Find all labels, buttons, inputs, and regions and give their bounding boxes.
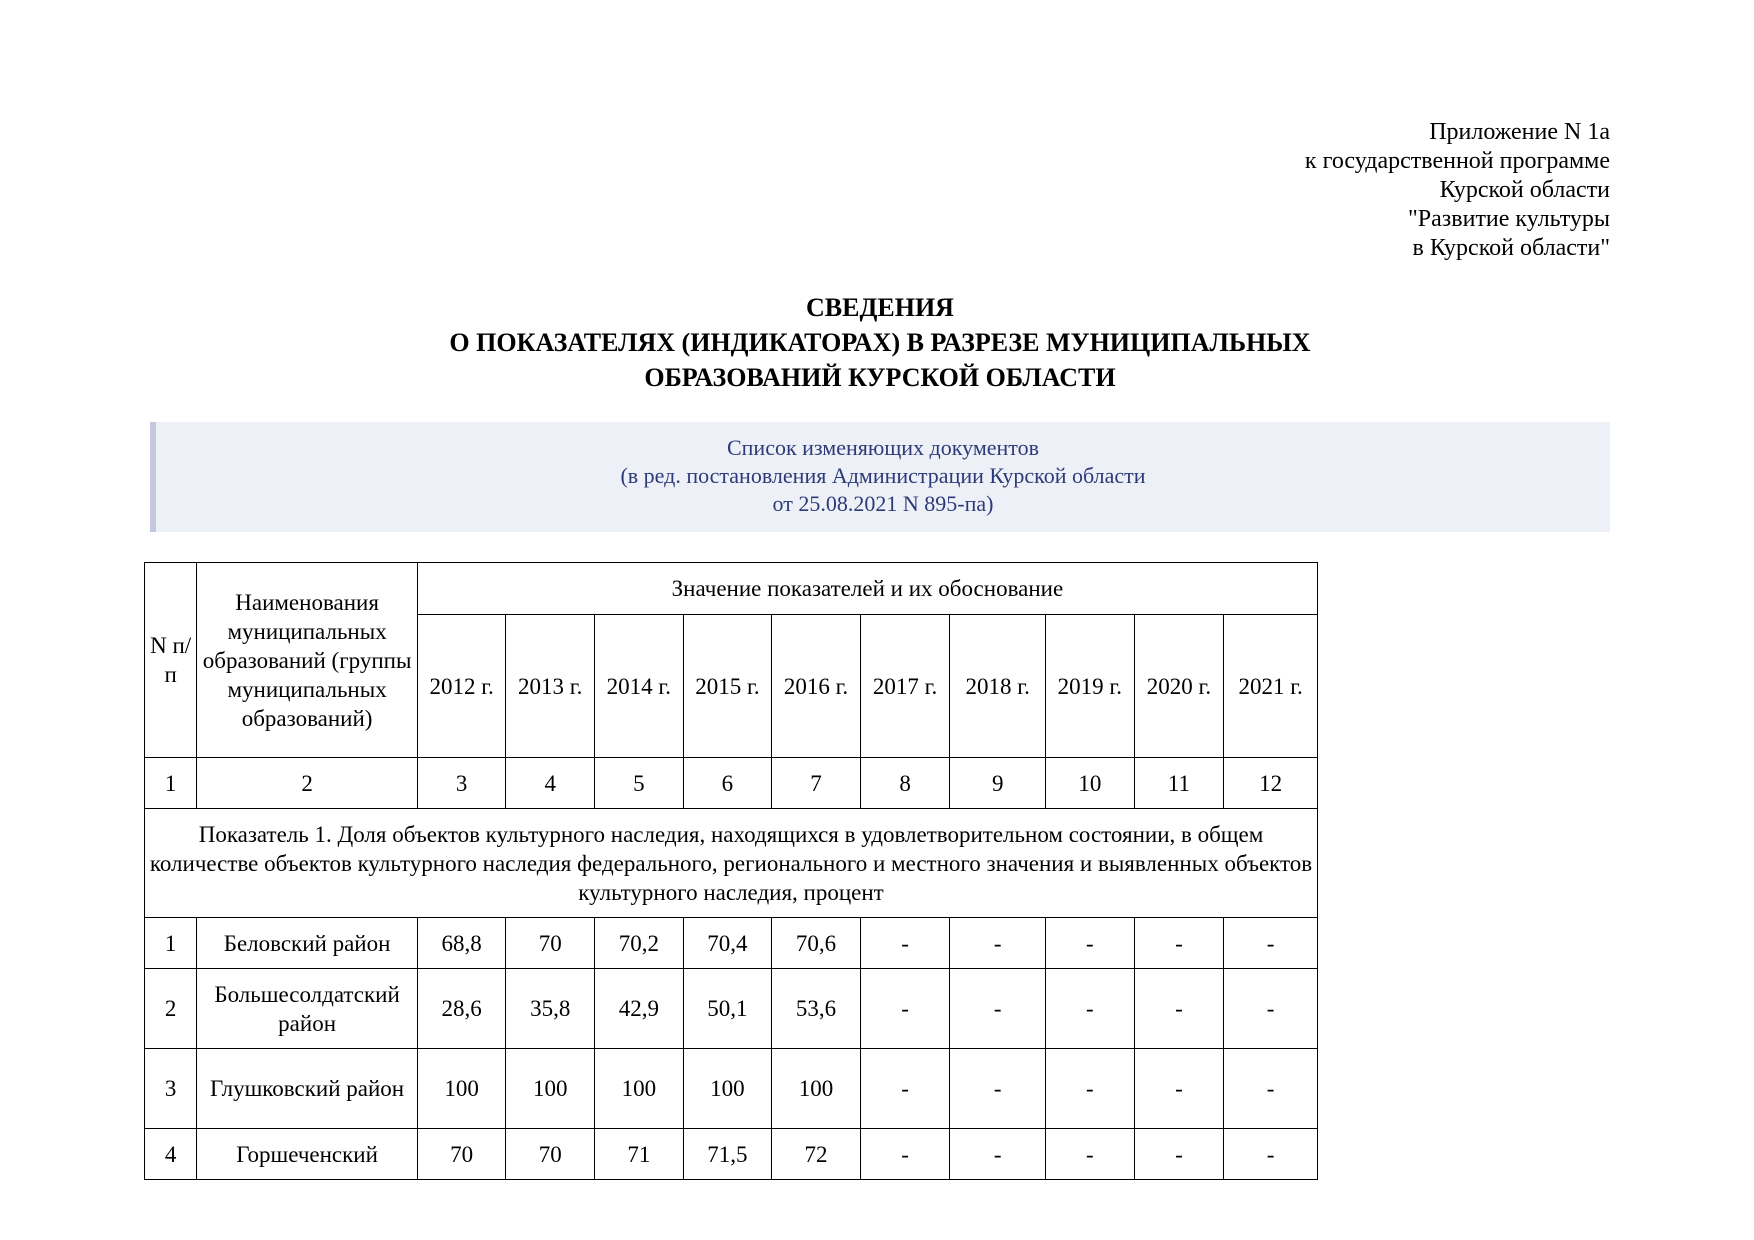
value-cell: - [860, 1129, 950, 1180]
appendix-line: Приложение N 1а [1429, 119, 1610, 145]
value-cell: 100 [417, 1049, 506, 1129]
changes-list-box [150, 422, 1610, 532]
indicators-table [144, 562, 1318, 1180]
document-title [150, 290, 1610, 395]
year-header: 2018 г. [950, 615, 1046, 758]
value-cell: 100 [595, 1049, 684, 1129]
year-header: 2021 г. [1224, 615, 1318, 758]
column-numbers-row [145, 758, 1318, 809]
value-cell: - [1046, 1129, 1135, 1180]
value-cell: - [1046, 969, 1135, 1049]
value-cell: - [950, 1049, 1046, 1129]
changes-line: (в ред. постановления Администрации Курской области [620, 463, 1146, 488]
value-cell: 53,6 [772, 969, 861, 1049]
column-number: 10 [1046, 758, 1135, 809]
changes-line: от 25.08.2021 N 895-па) [772, 491, 994, 516]
table-row [145, 1129, 1318, 1180]
value-cell: 100 [506, 1049, 595, 1129]
municipality-name: Большесолдатский район [197, 969, 417, 1049]
year-header: 2016 г. [772, 615, 861, 758]
row-number: 3 [145, 1049, 197, 1129]
value-cell: - [1134, 969, 1224, 1049]
year-header: 2015 г. [683, 615, 772, 758]
column-number: 3 [417, 758, 506, 809]
appendix-line: "Развитие культуры [1407, 206, 1610, 232]
value-cell: - [950, 918, 1046, 969]
value-cell: 72 [772, 1129, 861, 1180]
header-number: N п/п [145, 563, 197, 758]
year-header: 2020 г. [1134, 615, 1224, 758]
row-number: 1 [145, 918, 197, 969]
title-line: ОБРАЗОВАНИЙ КУРСКОЙ ОБЛАСТИ [644, 363, 1116, 392]
column-number: 9 [950, 758, 1046, 809]
appendix-header [1305, 118, 1610, 263]
header-municipality: Наименования муниципальных образований (группы муниципальных образований) [197, 563, 417, 758]
year-header: 2014 г. [595, 615, 684, 758]
column-number: 1 [145, 758, 197, 809]
appendix-line: в Курской области" [1412, 235, 1610, 261]
value-cell: 70,2 [595, 918, 684, 969]
value-cell: - [860, 1049, 950, 1129]
row-number: 4 [145, 1129, 197, 1180]
value-cell: 50,1 [683, 969, 772, 1049]
appendix-line: к государственной программе [1304, 148, 1610, 174]
value-cell: 70 [506, 918, 595, 969]
title-line: О ПОКАЗАТЕЛЯХ (ИНДИКАТОРАХ) В РАЗРЕЗЕ МУНИЦИПАЛЬНЫХ [449, 328, 1311, 357]
value-cell: - [1046, 1049, 1135, 1129]
value-cell: - [860, 918, 950, 969]
title-line: СВЕДЕНИЯ [806, 293, 954, 322]
value-cell: - [950, 969, 1046, 1049]
year-header: 2012 г. [417, 615, 506, 758]
year-header: 2017 г. [860, 615, 950, 758]
value-cell: - [1046, 918, 1135, 969]
value-cell: 70,6 [772, 918, 861, 969]
value-cell: 70 [506, 1129, 595, 1180]
column-number: 11 [1134, 758, 1224, 809]
value-cell: - [1134, 1129, 1224, 1180]
table-row [145, 969, 1318, 1049]
value-cell: 71 [595, 1129, 684, 1180]
table-row [145, 918, 1318, 969]
year-header: 2013 г. [506, 615, 595, 758]
column-number: 8 [860, 758, 950, 809]
value-cell: 71,5 [683, 1129, 772, 1180]
column-number: 2 [197, 758, 417, 809]
row-number: 2 [145, 969, 197, 1049]
column-number: 4 [506, 758, 595, 809]
value-cell: 28,6 [417, 969, 506, 1049]
municipality-name: Горшеченский [197, 1129, 417, 1180]
column-number: 6 [683, 758, 772, 809]
value-cell: 35,8 [506, 969, 595, 1049]
column-number: 12 [1224, 758, 1318, 809]
value-cell: - [950, 1129, 1046, 1180]
value-cell: - [1134, 1049, 1224, 1129]
column-number: 5 [595, 758, 684, 809]
value-cell: - [1224, 918, 1318, 969]
value-cell: 70,4 [683, 918, 772, 969]
value-cell: 42,9 [595, 969, 684, 1049]
value-cell: - [1224, 969, 1318, 1049]
municipality-name: Глушковский район [197, 1049, 417, 1129]
table-row [145, 1049, 1318, 1129]
column-number: 7 [772, 758, 861, 809]
value-cell: 100 [683, 1049, 772, 1129]
value-cell: - [860, 969, 950, 1049]
indicator-row [145, 809, 1318, 918]
value-cell: 100 [772, 1049, 861, 1129]
year-header: 2019 г. [1046, 615, 1135, 758]
changes-heading: Список изменяющих документов [726, 435, 1039, 460]
value-cell: - [1224, 1129, 1318, 1180]
appendix-line: Курской области [1439, 177, 1610, 203]
header-values: Значение показателей и их обоснование [417, 563, 1317, 615]
value-cell: 68,8 [417, 918, 506, 969]
value-cell: 70 [417, 1129, 506, 1180]
indicator-title: Показатель 1. Доля объектов культурного наследия, находящихся в удовлетворительном состоянии, в общем количестве объектов культурного наследия федерального, регионального и местного значения и выявленных объектов культурного наследия, процент [145, 809, 1318, 918]
value-cell: - [1134, 918, 1224, 969]
municipality-name: Беловский район [197, 918, 417, 969]
value-cell: - [1224, 1049, 1318, 1129]
